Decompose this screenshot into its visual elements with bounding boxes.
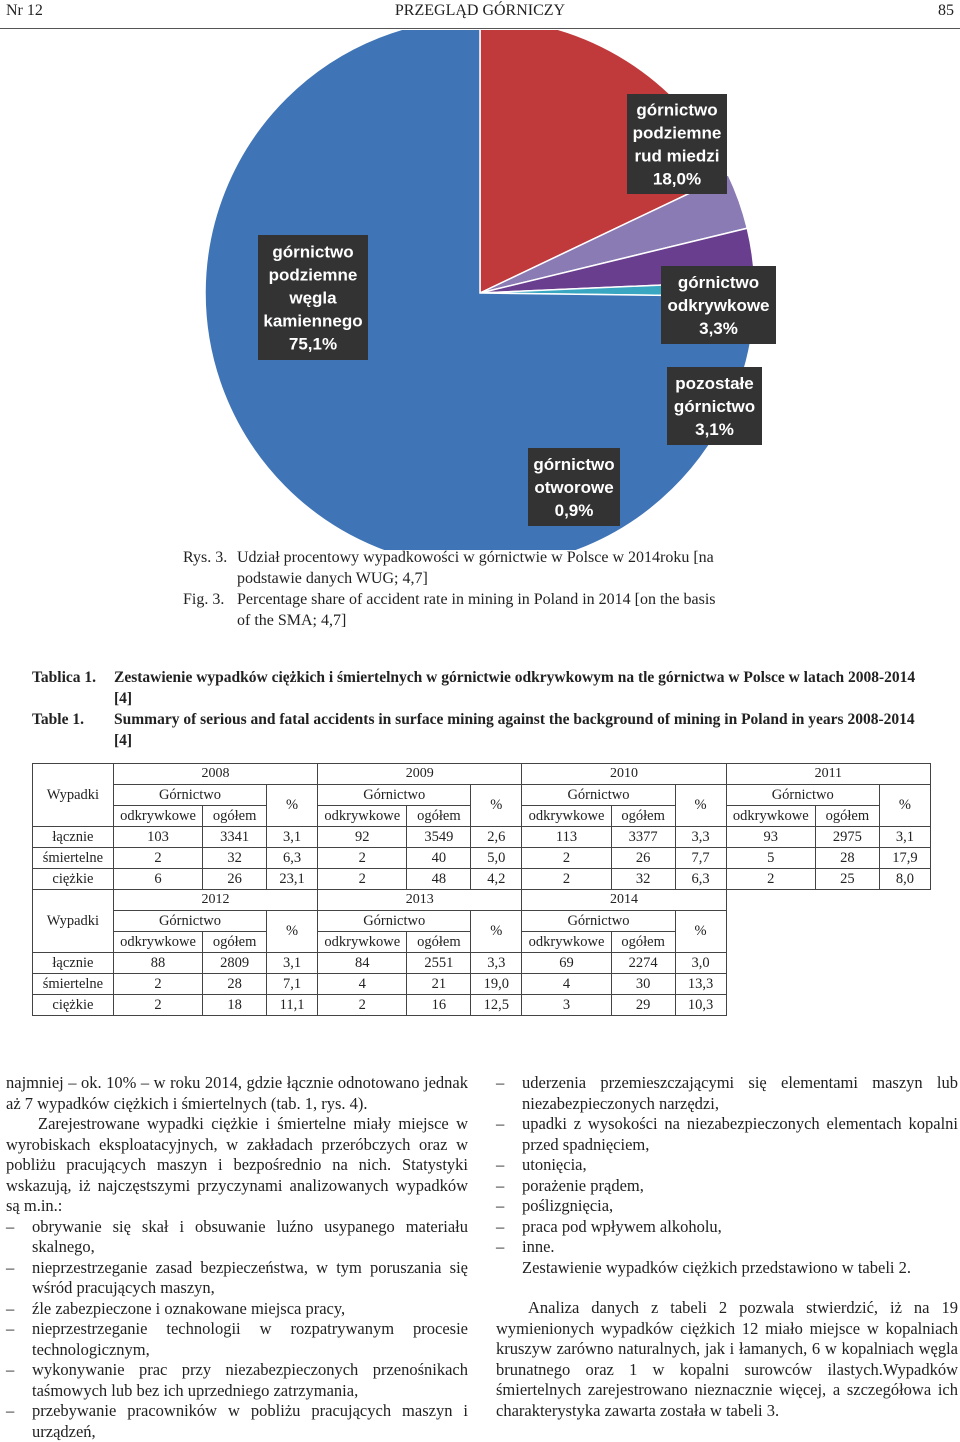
- table-cell: 3549: [407, 827, 471, 848]
- pie-label-text: węgla: [288, 289, 337, 308]
- pie-label-text: odkrywkowe: [667, 296, 769, 315]
- list-item-text: nieprzestrzeganie zasad bezpieczeństwa, w tym poruszania się wśród pracujących maszyn,: [32, 1258, 468, 1298]
- list-item: [496, 1073, 958, 1114]
- causes-list-right: [496, 1073, 958, 1258]
- table-cell: 40: [407, 848, 471, 869]
- header-journal-number: Nr 12: [6, 2, 43, 20]
- empty-cell: [726, 890, 930, 953]
- list-item: [6, 1258, 468, 1299]
- table-cell: 3,1: [879, 827, 930, 848]
- pie-label-text: górnictwo: [678, 273, 759, 292]
- row-label: łącznie: [33, 827, 114, 848]
- list-item-text: praca pod wpływem alkoholu,: [522, 1217, 722, 1236]
- dash-bullet: –: [6, 1319, 14, 1340]
- table-cell: 25: [815, 869, 879, 890]
- table-row: [33, 869, 931, 890]
- pct-header: %: [471, 785, 522, 827]
- pie-label-text: górnictwo: [674, 397, 755, 416]
- table-cell: 23,1: [267, 869, 318, 890]
- table-cell: 19,0: [471, 974, 522, 995]
- pct-header: %: [267, 785, 318, 827]
- table-cell: 69: [522, 953, 611, 974]
- year-cell: 2009: [318, 764, 522, 785]
- sub-header: ogółem: [611, 932, 675, 953]
- table-cell: 103: [113, 827, 202, 848]
- list-item: [496, 1196, 958, 1217]
- table-cell: 13,3: [675, 974, 726, 995]
- pie-label-text: kamiennego: [263, 312, 362, 331]
- causes-list-left: [6, 1217, 468, 1442]
- table-cell: 2: [726, 869, 815, 890]
- dash-bullet: –: [6, 1299, 14, 1320]
- table-cell: 3,0: [675, 953, 726, 974]
- table-cell: 21: [407, 974, 471, 995]
- sub-header: odkrywkowe: [522, 932, 611, 953]
- table-cell: 10,3: [675, 995, 726, 1016]
- sub-header: odkrywkowe: [318, 806, 407, 827]
- list-item-text: obrywanie się skał i obsuwanie luźno usypanego materiału skalnego,: [32, 1217, 468, 1257]
- table-year-row: [33, 890, 931, 911]
- sub-header: odkrywkowe: [318, 932, 407, 953]
- sub-header: ogółem: [203, 932, 267, 953]
- left-column: [6, 1073, 468, 1442]
- list-item: [6, 1319, 468, 1360]
- year-cell: 2010: [522, 764, 726, 785]
- pie-chart: [0, 30, 960, 550]
- table-cell: 92: [318, 827, 407, 848]
- table-row: [33, 827, 931, 848]
- table-cell: 7,1: [267, 974, 318, 995]
- row-label: śmiertelne: [33, 848, 114, 869]
- pct-header: %: [267, 911, 318, 953]
- year-cell: 2011: [726, 764, 930, 785]
- list-item-text: upadki z wysokości na niezabezpieczonych elementach kopalni przed spadnięciem,: [522, 1114, 958, 1154]
- paragraph-1: najmniej – ok. 10% – w roku 2014, gdzie łącznie odnotowano jednak aż 7 wypadków ciężkich i śmiertelnych (tab. 1, rys. 4).: [6, 1073, 468, 1114]
- table-cell: 17,9: [879, 848, 930, 869]
- pie-label-text: podziemne: [633, 124, 722, 143]
- list-item: [496, 1176, 958, 1197]
- table-cell: 6,3: [267, 848, 318, 869]
- list-item-text: inne.: [522, 1237, 555, 1256]
- table-cell: 88: [113, 953, 202, 974]
- group-header: Górnictwo: [726, 785, 879, 806]
- dash-bullet: –: [496, 1073, 504, 1094]
- table-cell: 4,2: [471, 869, 522, 890]
- table-cell: 26: [203, 869, 267, 890]
- dash-bullet: –: [6, 1258, 14, 1279]
- table-cell: 4: [318, 974, 407, 995]
- table-cell: 4: [522, 974, 611, 995]
- sub-header: ogółem: [611, 806, 675, 827]
- table-cell: 3,3: [675, 827, 726, 848]
- figure-caption-en-label: Fig. 3.: [183, 589, 224, 610]
- table-caption-en-label: Table 1.: [32, 709, 84, 730]
- list-item: [6, 1360, 468, 1401]
- table-cell: 93: [726, 827, 815, 848]
- table-cell: 2: [318, 869, 407, 890]
- paragraph-3: Analiza danych z tabeli 2 pozwala stwierdzić, iż na 19 wymienionych wypadków ciężkich 12 miało miejsce w kopalniach kruszyw zarówno naturalnych, jak i łamanych, 6 w kopalniach węgla brunatnego oraz 1 w kopalni surowców ilastych.Wypadków śmiertelnych zarejestrowano nieznacznie więcej, a szczegółowa ich charakterystyka zawarta została w tabeli 3.: [496, 1298, 958, 1421]
- sub-header: ogółem: [203, 806, 267, 827]
- table-group-row: [33, 785, 931, 806]
- table-cell: 2: [522, 869, 611, 890]
- table-cell: 6: [113, 869, 202, 890]
- row-label: śmiertelne: [33, 974, 114, 995]
- row-label: ciężkie: [33, 869, 114, 890]
- pie-label-text: górnictwo: [272, 243, 353, 262]
- table-cell: 3341: [203, 827, 267, 848]
- list-item: [6, 1299, 468, 1320]
- table-cell: 2: [113, 848, 202, 869]
- group-header: Górnictwo: [522, 785, 675, 806]
- table-cell: 2: [318, 995, 407, 1016]
- table-cell: 3,1: [267, 953, 318, 974]
- table-cell: 32: [611, 869, 675, 890]
- table-caption-en-text: Summary of serious and fatal accidents in surface mining against the background of mining in Poland in years 2008-2014 [4]: [114, 709, 934, 751]
- pie-label-text: 18,0%: [653, 170, 701, 189]
- dash-bullet: –: [496, 1217, 504, 1238]
- table-caption-pl-label: Tablica 1.: [32, 667, 96, 688]
- summary-line: Zestawienie wypadków ciężkich przedstawiono w tabeli 2.: [496, 1258, 958, 1279]
- table-year-row: [33, 764, 931, 785]
- table-cell: 2: [318, 848, 407, 869]
- dash-bullet: –: [496, 1155, 504, 1176]
- list-item-text: wykonywanie prac przy niezabezpieczonych przenośnikach taśmowych lub bez ich uprzedniego zatrzymania,: [32, 1360, 468, 1400]
- pct-header: %: [471, 911, 522, 953]
- year-cell: 2012: [113, 890, 317, 911]
- table-row: [33, 995, 931, 1016]
- table-cell: 32: [203, 848, 267, 869]
- list-item-text: przebywanie pracowników w pobliżu pracujących maszyn i urządzeń,: [32, 1401, 468, 1441]
- row-label: łącznie: [33, 953, 114, 974]
- year-cell: 2013: [318, 890, 522, 911]
- pie-label-text: 75,1%: [289, 335, 337, 354]
- table-cell: 6,3: [675, 869, 726, 890]
- figure-caption-pl-line1: Udział procentowy wypadkowości w górnictwie w Polsce w 2014roku [na: [237, 547, 714, 568]
- group-header: Górnictwo: [318, 911, 471, 932]
- dash-bullet: –: [496, 1237, 504, 1258]
- table-cell: 113: [522, 827, 611, 848]
- figure-caption-pl-label: Rys. 3.: [183, 547, 227, 568]
- table-cell: 5,0: [471, 848, 522, 869]
- list-item: [496, 1114, 958, 1155]
- sub-header: ogółem: [815, 806, 879, 827]
- table-row: [33, 848, 931, 869]
- pie-label-text: 3,1%: [695, 420, 734, 439]
- header-rule: [0, 28, 960, 29]
- year-cell: 2014: [522, 890, 726, 911]
- table-cell: 84: [318, 953, 407, 974]
- table-cell: 30: [611, 974, 675, 995]
- row-label: ciężkie: [33, 995, 114, 1016]
- table-cell: 18: [203, 995, 267, 1016]
- list-item: [6, 1217, 468, 1258]
- table-cell: 48: [407, 869, 471, 890]
- figure-caption-pl-line2: podstawie danych WUG; 4,7]: [237, 568, 428, 589]
- list-item-text: uderzenia przemieszczającymi się elementami maszyn lub niezabezpieczonych narzędzi,: [522, 1073, 958, 1113]
- table-cell: 2551: [407, 953, 471, 974]
- table-cell: 3377: [611, 827, 675, 848]
- sub-header: odkrywkowe: [113, 806, 202, 827]
- header-journal-title: PRZEGLĄD GÓRNICZY: [0, 2, 960, 20]
- figure-caption-en-line1: Percentage share of accident rate in mining in Poland in 2014 [on the basis: [237, 589, 716, 610]
- sub-header: ogółem: [407, 806, 471, 827]
- table-cell: 2,6: [471, 827, 522, 848]
- group-header: Górnictwo: [318, 785, 471, 806]
- right-column: [496, 1073, 958, 1421]
- row-header-wypadki: Wypadki: [33, 890, 114, 953]
- table-cell: 7,7: [675, 848, 726, 869]
- table-cell: 29: [611, 995, 675, 1016]
- list-item-text: utonięcia,: [522, 1155, 587, 1174]
- dash-bullet: –: [496, 1114, 504, 1135]
- pie-label-text: otworowe: [534, 478, 613, 497]
- pie-label-text: pozostałe: [675, 374, 753, 393]
- table-cell: 11,1: [267, 995, 318, 1016]
- list-item-text: źle zabezpieczone i oznakowane miejsca pracy,: [32, 1299, 345, 1318]
- sub-header: odkrywkowe: [726, 806, 815, 827]
- table-cell: 8,0: [879, 869, 930, 890]
- paragraph-2: Zarejestrowane wypadki ciężkie i śmiertelne miały miejsce w wyrobiskach eksploatacyjnych, w zakładach przeróbczych oraz w pobliżu pracujących maszyn i bezpośrednio na nich. Statystyki wskazują, iż najczęstszymi przyczynami analizowanych wypadków są m.in.:: [6, 1114, 468, 1217]
- table-cell: 12,5: [471, 995, 522, 1016]
- table-cell: 2975: [815, 827, 879, 848]
- header-page-number: 85: [938, 2, 954, 20]
- table-cell: 2809: [203, 953, 267, 974]
- list-item-text: porażenie prądem,: [522, 1176, 644, 1195]
- table-cell: 26: [611, 848, 675, 869]
- list-item-text: nieprzestrzeganie technologii w rozpatrywanym procesie technologicznym,: [32, 1319, 468, 1359]
- table-cell: 5: [726, 848, 815, 869]
- table-cell: 3,3: [471, 953, 522, 974]
- table-cell: 3,1: [267, 827, 318, 848]
- table-cell: 16: [407, 995, 471, 1016]
- list-item: [496, 1237, 958, 1258]
- figure-caption-en-line2: of the SMA; 4,7]: [237, 610, 346, 631]
- pie-label-text: 3,3%: [699, 319, 738, 338]
- pie-label-text: górnictwo: [533, 455, 614, 474]
- pct-header: %: [879, 785, 930, 827]
- list-item-text: poślizgnięcia,: [522, 1196, 613, 1215]
- pct-header: %: [675, 911, 726, 953]
- table-cell: 3: [522, 995, 611, 1016]
- table-cell: 2: [522, 848, 611, 869]
- pie-label-text: górnictwo: [636, 101, 717, 120]
- dash-bullet: –: [496, 1176, 504, 1197]
- accidents-table: [32, 763, 931, 1016]
- table-row: [33, 974, 931, 995]
- row-header-wypadki: Wypadki: [33, 764, 114, 827]
- list-item: [496, 1217, 958, 1238]
- list-item: [496, 1155, 958, 1176]
- dash-bullet: –: [496, 1196, 504, 1217]
- pie-label-text: 0,9%: [555, 501, 594, 520]
- year-cell: 2008: [113, 764, 317, 785]
- pie-label-text: rud miedzi: [634, 147, 719, 166]
- sub-header: odkrywkowe: [113, 932, 202, 953]
- group-header: Górnictwo: [522, 911, 675, 932]
- dash-bullet: –: [6, 1360, 14, 1381]
- table-cell: 2274: [611, 953, 675, 974]
- group-header: Górnictwo: [113, 785, 266, 806]
- table-cell: 2: [113, 974, 202, 995]
- sub-header: odkrywkowe: [522, 806, 611, 827]
- pct-header: %: [675, 785, 726, 827]
- table-cell: 2: [113, 995, 202, 1016]
- table-caption-pl-text: Zestawienie wypadków ciężkich i śmiertelnych w górnictwie odkrywkowym na tle górnictwa w Polsce w latach 2008-2014 [4]: [114, 667, 934, 709]
- dash-bullet: –: [6, 1217, 14, 1238]
- table-row: [33, 953, 931, 974]
- pie-label-text: podziemne: [269, 266, 358, 285]
- group-header: Górnictwo: [113, 911, 266, 932]
- table-cell: 28: [203, 974, 267, 995]
- table-cell: 28: [815, 848, 879, 869]
- sub-header: ogółem: [407, 932, 471, 953]
- dash-bullet: –: [6, 1401, 14, 1422]
- list-item: [6, 1401, 468, 1442]
